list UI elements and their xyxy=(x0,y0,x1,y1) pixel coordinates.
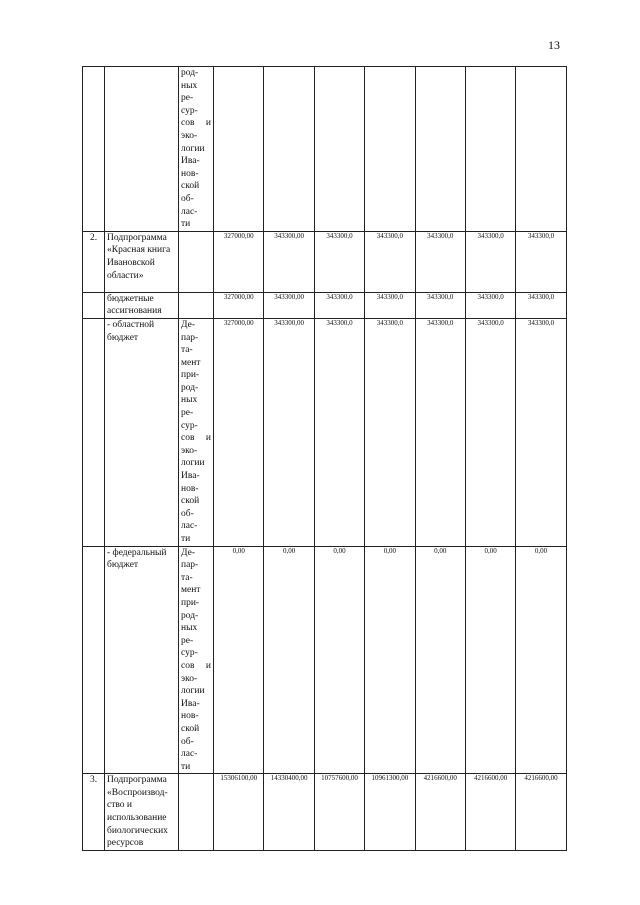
value-cell xyxy=(314,292,364,318)
value-cell xyxy=(415,774,465,851)
value-cell-text: 14330400,00 xyxy=(270,774,308,783)
budget-table xyxy=(82,66,567,851)
value-cell xyxy=(465,546,515,774)
value-cell-text: 4216600,00 xyxy=(423,774,457,783)
value-cell xyxy=(465,774,515,851)
value-cell xyxy=(214,318,264,546)
value-cell xyxy=(365,67,415,232)
executor-cell xyxy=(179,318,214,546)
value-cell xyxy=(314,546,364,774)
table-row xyxy=(83,231,567,292)
value-cell-text: 343300,00 xyxy=(274,231,304,240)
value-cell xyxy=(415,318,465,546)
value-cell-text: 343300,0 xyxy=(477,318,504,327)
value-cell-text: 0,00 xyxy=(282,546,296,555)
executor-cell xyxy=(179,67,214,232)
value-cell-text: 0,00 xyxy=(383,546,396,555)
row-number-cell xyxy=(83,318,105,546)
program-name-cell: - федеральный бюджет xyxy=(105,546,179,774)
value-cell xyxy=(264,231,314,292)
value-cell-text: 343300,0 xyxy=(527,231,555,240)
value-cell-text: 343300,0 xyxy=(326,318,353,327)
value-cell xyxy=(465,231,515,292)
value-cell xyxy=(516,231,566,292)
value-cell xyxy=(314,231,364,292)
value-cell xyxy=(516,774,566,851)
value-cell xyxy=(516,67,566,232)
value-cell xyxy=(214,546,264,774)
value-cell-text: 343300,0 xyxy=(527,318,555,327)
value-cell xyxy=(365,774,415,851)
value-cell xyxy=(214,292,264,318)
table-row xyxy=(83,292,567,318)
value-cell-text: 0,00 xyxy=(534,546,548,555)
program-name-cell xyxy=(105,67,179,232)
program-name-cell: Подпрограмма «Красная книга Ивановской области» xyxy=(105,231,179,292)
value-cell xyxy=(264,546,314,774)
value-cell-text: 10961300,00 xyxy=(371,774,409,783)
value-cell xyxy=(516,292,566,318)
row-number-cell xyxy=(83,546,105,774)
value-cell xyxy=(415,231,465,292)
value-cell xyxy=(415,546,465,774)
value-cell xyxy=(264,67,314,232)
value-cell-text: 327000,00 xyxy=(223,318,254,327)
value-cell-text: 4216600,00 xyxy=(474,774,508,783)
value-cell-text: 343300,00 xyxy=(274,292,304,301)
row-number-cell xyxy=(83,292,105,318)
executor-cell-text: Де- пар- та- мент при- род- ных ре- сур- сов и эко- логии Ива- нов- ской об- лас- ти xyxy=(181,319,211,544)
value-cell-text: 0,00 xyxy=(484,546,497,555)
table-row xyxy=(83,67,567,232)
value-cell xyxy=(214,774,264,851)
value-cell-text: 343300,0 xyxy=(326,231,353,240)
value-cell-text: 343300,0 xyxy=(326,292,353,301)
value-cell xyxy=(214,231,264,292)
value-cell-text: 327000,00 xyxy=(223,231,254,240)
value-cell-text: 343300,0 xyxy=(527,292,555,301)
table-row xyxy=(83,546,567,774)
value-cell-text: 343300,0 xyxy=(477,231,504,240)
value-cell-text: 343300,0 xyxy=(427,292,454,301)
value-cell xyxy=(516,318,566,546)
value-cell xyxy=(415,292,465,318)
row-number-cell: 3. xyxy=(83,774,105,851)
value-cell xyxy=(415,67,465,232)
value-cell xyxy=(365,546,415,774)
value-cell-text: 343300,0 xyxy=(376,318,403,327)
table-row xyxy=(83,774,567,851)
value-cell-text: 343300,0 xyxy=(427,231,454,240)
executor-cell xyxy=(179,774,214,851)
value-cell xyxy=(314,67,364,232)
value-cell-text: 343300,0 xyxy=(477,292,504,301)
executor-cell xyxy=(179,292,214,318)
executor-cell xyxy=(179,546,214,774)
executor-cell xyxy=(179,231,214,292)
value-cell xyxy=(365,292,415,318)
row-number-cell: 2. xyxy=(83,231,105,292)
value-cell-text: 343300,00 xyxy=(274,318,304,327)
value-cell-text: 343300,0 xyxy=(376,231,403,240)
value-cell-text: 0,00 xyxy=(232,546,245,555)
value-cell xyxy=(465,318,515,546)
value-cell xyxy=(314,318,364,546)
program-name-cell: бюджетные ассигнования xyxy=(105,292,179,318)
program-name-cell: Подпрограмма «Воспроизвод-ство и использование биологических ресурсов xyxy=(105,774,179,851)
page-number: 13 xyxy=(548,38,560,52)
executor-cell-text: род- ных ре- сур- сов и эко- логии Ива- нов- ской об- лас- ти xyxy=(181,68,211,230)
value-cell-text: 343300,0 xyxy=(427,318,454,327)
value-cell xyxy=(516,546,566,774)
value-cell-text: 10757600,00 xyxy=(321,774,358,783)
value-cell xyxy=(465,67,515,232)
value-cell-text: 15306100,00 xyxy=(220,774,258,783)
value-cell-text: 0,00 xyxy=(333,546,346,555)
value-cell-text: 327000,00 xyxy=(223,292,254,301)
value-cell xyxy=(264,292,314,318)
value-cell-text: 4216600,00 xyxy=(524,774,558,783)
row-number-cell xyxy=(83,67,105,232)
program-name-cell: - областной бюджет xyxy=(105,318,179,546)
value-cell xyxy=(365,318,415,546)
value-cell xyxy=(264,318,314,546)
value-cell-text: 343300,0 xyxy=(376,292,403,301)
value-cell xyxy=(314,774,364,851)
value-cell xyxy=(465,292,515,318)
table-row xyxy=(83,318,567,546)
executor-cell-text: Де- пар- та- мент при- род- ных ре- сур- сов и эко- логии Ива- нов- ской об- лас- ти xyxy=(181,547,211,772)
value-cell xyxy=(214,67,264,232)
value-cell-text: 0,00 xyxy=(434,546,447,555)
value-cell xyxy=(365,231,415,292)
value-cell xyxy=(264,774,314,851)
